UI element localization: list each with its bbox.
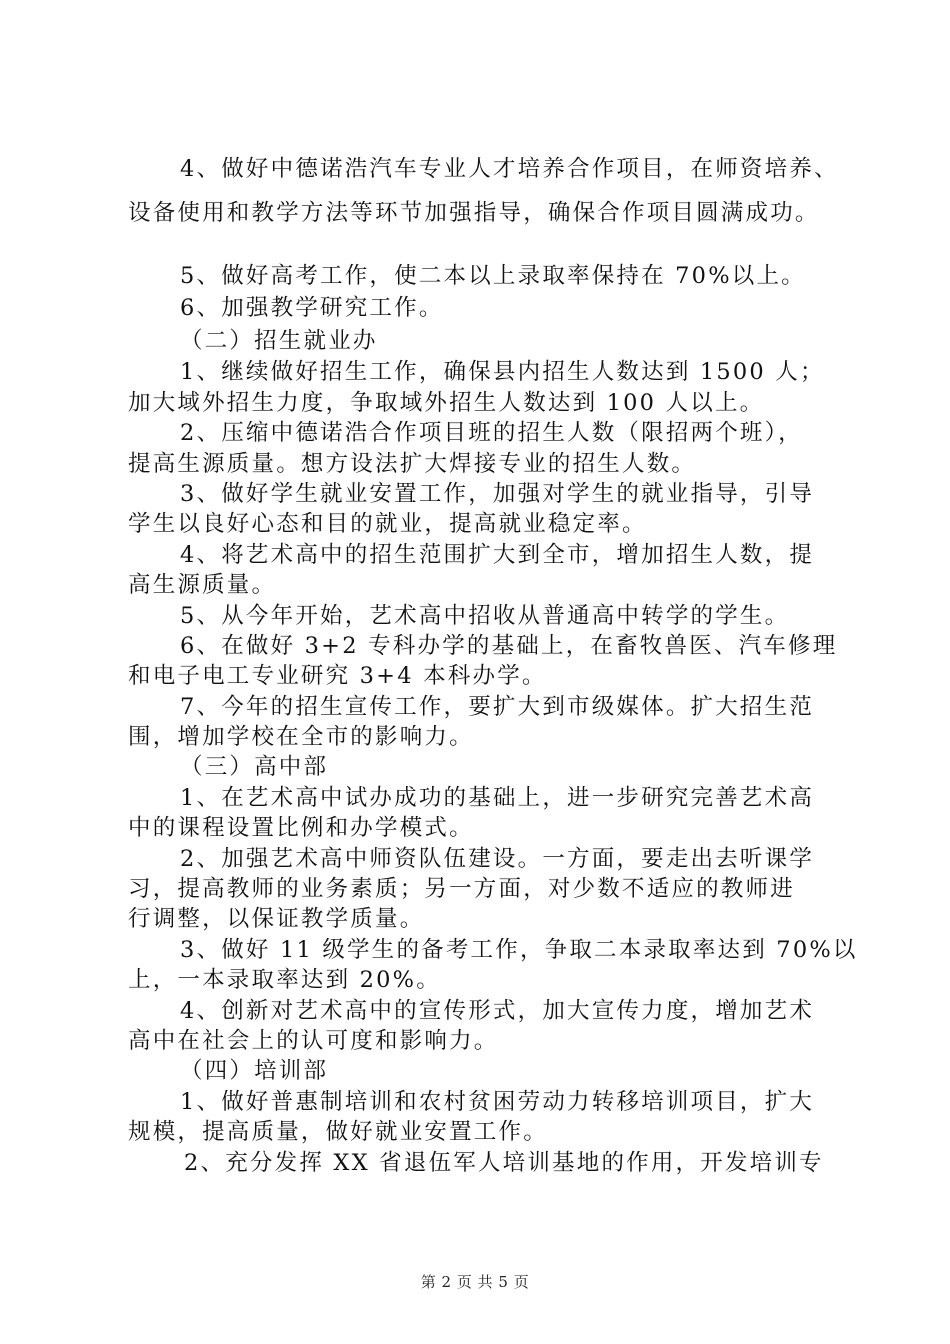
text-line: 2、压缩中德诺浩合作项目班的招生人数（限招两个班），	[180, 420, 803, 446]
text-line: 3、做好 11 级学生的备考工作，争取二本录取率达到 70%以	[180, 937, 858, 963]
text-line: 7、今年的招生宣传工作，要扩大到市级媒体。扩大招生范	[180, 694, 815, 720]
text-line: 1、做好普惠制培训和农村贫困劳动力转移培训项目，扩大	[180, 1089, 815, 1115]
text-line: 1、继续做好招生工作，确保县内招生人数达到 1500 人；	[180, 359, 825, 385]
text-line: 和电子电工专业研究 3+4 本科办学。	[128, 663, 547, 689]
text-line: 高中在社会上的认可度和影响力。	[128, 1028, 499, 1054]
text-line: 设备使用和教学方法等环节加强指导，确保合作项目圆满成功。	[128, 200, 820, 226]
text-line: 2、加强艺术高中师资队伍建设。一方面，要走出去听课学	[180, 846, 815, 872]
text-line: 5、做好高考工作，使二本以上录取率保持在 70%以上。	[180, 263, 806, 289]
text-line: 上，一本录取率达到 20%。	[128, 967, 441, 993]
text-line: 行调整，以保证教学质量。	[128, 906, 425, 932]
text-line: 高生源质量。	[128, 572, 277, 598]
text-line: 习，提高教师的业务素质；另一方面，对少数不适应的教师进	[128, 876, 795, 902]
text-line: 6、在做好 3+2 专科办学的基础上，在畜牧兽医、汽车修理	[180, 633, 838, 659]
section-heading: （三）高中部	[180, 754, 329, 780]
text-line: 3、做好学生就业安置工作，加强对学生的就业指导，引导	[180, 481, 815, 507]
section-heading: （二）招生就业办	[180, 328, 378, 354]
text-line: 学生以良好心态和目的就业，提高就业稳定率。	[128, 511, 647, 537]
text-line: 5、从今年开始，艺术高中招收从普通高中转学的学生。	[180, 603, 790, 629]
text-line: 1、在艺术高中试办成功的基础上，进一步研究完善艺术高	[180, 785, 815, 811]
text-line: 4、创新对艺术高中的宣传形式，加大宣传力度，增加艺术	[180, 998, 815, 1024]
text-line: 4、做好中德诺浩汽车专业人才培养合作项目，在师资培养、	[180, 156, 839, 182]
page-number-footer: 第 2 页 共 5 页	[420, 1273, 530, 1291]
section-heading: （四）培训部	[180, 1058, 329, 1084]
text-line: 提高生源质量。想方设法扩大焊接专业的招生人数。	[128, 451, 697, 477]
text-line: 4、将艺术高中的招生范围扩大到全市，增加招生人数，提	[180, 542, 815, 568]
text-line: 围，增加学校在全市的影响力。	[128, 724, 474, 750]
text-line: 2、充分发挥 XX 省退伍军人培训基地的作用，开发培训专	[184, 1150, 824, 1176]
text-line: 加大域外招生力度，争取域外招生人数达到 100 人以上。	[128, 390, 765, 416]
text-line: 规模，提高质量，做好就业安置工作。	[128, 1119, 548, 1145]
text-line: 中的课程设置比例和办学模式。	[128, 815, 474, 841]
text-line: 6、加强教学研究工作。	[180, 295, 444, 321]
